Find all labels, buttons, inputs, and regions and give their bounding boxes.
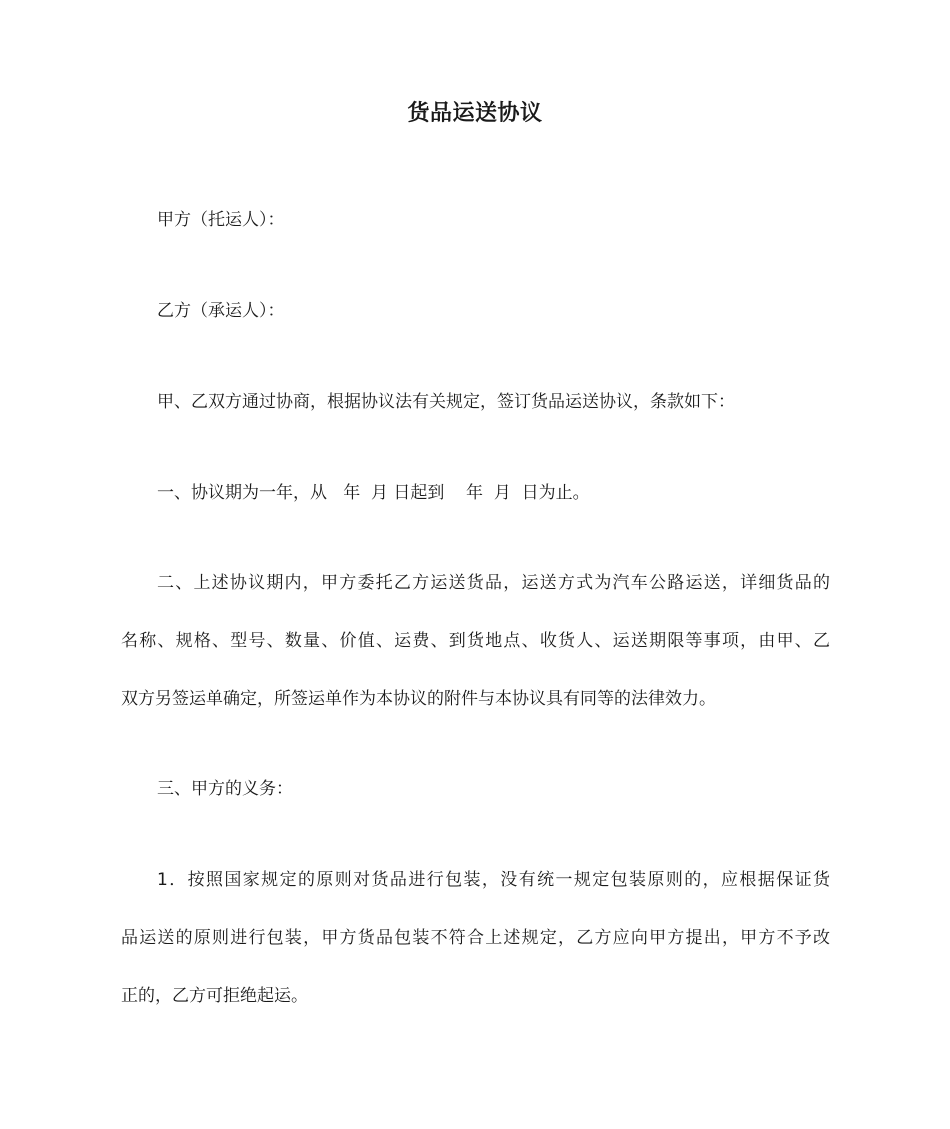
clause-2-line: 二、上述协议期内，甲方委托乙方运送货品，运送方式为汽车公路运送，详细货品的 xyxy=(157,573,830,593)
clause-3-item-1-line: 正的，乙方可拒绝起运。 xyxy=(121,986,308,1006)
clause-1-term: 一、协议期为一年，从 年 月 日起到 年 月 日为止。 xyxy=(157,483,590,503)
clause-3-item-1-paragraph xyxy=(121,851,830,1025)
party-a-label: 甲方（托运人）： xyxy=(157,210,285,230)
clause-2-paragraph xyxy=(121,554,830,728)
clause-3-item-1-line: 1．按照国家规定的原则对货品进行包装，没有统一规定包装原则的，应根据保证货 xyxy=(157,870,830,890)
clause-3-heading: 三、甲方的义务： xyxy=(157,779,293,799)
clause-2-line: 名称、规格、型号、数量、价值、运费、到货地点、收货人、运送期限等事项，由甲、乙 xyxy=(121,631,830,651)
party-b-label: 乙方（承运人）： xyxy=(157,301,285,321)
clause-3-item-1-line: 品运送的原则进行包装，甲方货品包装不符合上述规定，乙方应向甲方提出，甲方不予改 xyxy=(121,928,830,948)
intro-paragraph: 甲、乙双方通过协商，根据协议法有关规定，签订货品运送协议，条款如下： xyxy=(157,392,735,412)
document-title: 货品运送协议 xyxy=(407,101,543,126)
clause-2-line: 双方另签运单确定，所签运单作为本协议的附件与本协议具有同等的法律效力。 xyxy=(121,689,716,709)
